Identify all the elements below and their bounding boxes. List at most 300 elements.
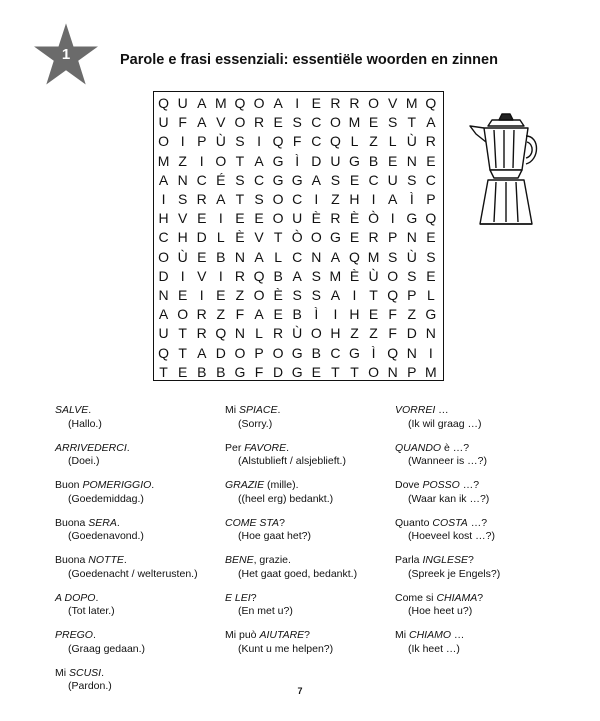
grid-letter: È <box>311 210 321 227</box>
grid-letter: G <box>291 171 303 188</box>
dutch-translation: (Goedemiddag.) <box>68 492 144 505</box>
grid-letter: C <box>311 114 322 131</box>
grid-row <box>154 363 443 382</box>
grid-letter: Ò <box>368 210 380 227</box>
grid-letter: A <box>330 248 341 265</box>
italian-phrase <box>55 404 225 418</box>
phrase-column-1 <box>55 404 225 704</box>
italian-phrase <box>395 554 565 568</box>
grid-letter: T <box>235 152 245 169</box>
grid-letter: E <box>254 210 264 227</box>
grid-letter: È <box>273 286 283 303</box>
grid-letter: Ò <box>291 229 303 246</box>
grid-row <box>154 113 443 132</box>
grid-letter: Q <box>387 286 399 303</box>
keyword: NOTTE <box>88 554 124 566</box>
grid-letter: R <box>330 95 341 112</box>
grid-letter: A <box>273 95 283 112</box>
moka-pot-icon <box>466 112 544 230</box>
grid-letter: Ù <box>406 133 417 150</box>
phrase-text: Mi può <box>225 629 260 641</box>
grid-letter: S <box>311 267 321 284</box>
grid-letter: E <box>368 114 379 131</box>
grid-letter: O <box>215 152 227 169</box>
grid-letter: S <box>235 133 245 150</box>
grid-letter: E <box>273 114 283 131</box>
phrase-text: è …? <box>441 441 470 454</box>
grid-letter: F <box>388 306 397 323</box>
grid-letter: I <box>218 267 223 284</box>
grid-letter: A <box>254 248 264 265</box>
grid-letter: O <box>329 114 341 131</box>
grid-row <box>154 171 443 190</box>
phrase-text: Parla <box>395 554 423 566</box>
grid-letter: T <box>273 229 283 246</box>
grid-letter: A <box>158 306 169 323</box>
phrase-text: Mi <box>55 666 69 679</box>
grid-letter: S <box>388 248 398 265</box>
grid-letter: P <box>407 286 417 303</box>
grid-letter: S <box>426 248 436 265</box>
grid-letter: N <box>177 171 188 188</box>
grid-letter: B <box>368 152 379 169</box>
keyword: POMERIGGIO <box>82 479 152 491</box>
grid-letter: A <box>197 95 207 112</box>
phrase-column-3 <box>395 404 565 667</box>
phrase-text: . <box>116 516 120 529</box>
grid-letter: O <box>234 344 246 361</box>
phrase-item <box>55 517 225 544</box>
italian-phrase <box>395 479 565 493</box>
dutch-translation: (Kunt u me helpen?) <box>238 642 334 655</box>
italian-phrase <box>225 629 395 643</box>
phrase-text: … <box>451 629 465 641</box>
grid-letter: I <box>218 210 223 227</box>
page-title: Parole e frasi essenziali: essentiële woorden en zinnen <box>120 52 498 68</box>
grid-letter: Q <box>387 344 399 361</box>
grid-letter: Ì <box>409 191 414 208</box>
phrase-text: , grazie. <box>253 554 291 566</box>
grid-letter: M <box>367 248 380 265</box>
grid-letter: M <box>348 114 361 131</box>
grid-letter: C <box>196 171 207 188</box>
grid-letter: E <box>197 210 207 227</box>
grid-letter: E <box>368 306 379 323</box>
grid-letter: E <box>235 210 245 227</box>
grid-letter: Z <box>407 306 417 323</box>
grid-letter: A <box>311 171 321 188</box>
grid-letter: G <box>329 229 341 246</box>
grid-letter: È <box>235 229 245 246</box>
phrase-item <box>225 554 395 581</box>
grid-letter: S <box>407 171 417 188</box>
dutch-translation: (Hoeveel kost …?) <box>408 530 495 542</box>
grid-letter: I <box>199 286 204 303</box>
grid-letter: I <box>314 191 319 208</box>
italian-phrase <box>55 442 225 456</box>
italian-phrase <box>395 404 565 418</box>
grid-letter: C <box>330 344 341 361</box>
grid-letter: M <box>425 363 437 380</box>
grid-letter: M <box>405 95 418 112</box>
grid-letter: C <box>292 248 303 265</box>
dutch-translation: (Spreek je Engels?) <box>408 567 501 580</box>
grid-letter: H <box>349 191 360 208</box>
phrase-text: ? <box>279 516 285 529</box>
grid-letter: Ì <box>314 306 319 323</box>
phrase-text: Per <box>225 441 245 454</box>
grid-letter: P <box>426 191 436 208</box>
grid-letter: L <box>426 286 435 303</box>
grid-letter: Z <box>350 325 359 342</box>
grid-letter: Z <box>235 286 245 303</box>
grid-letter: S <box>235 171 245 188</box>
dutch-translation: (Graag gedaan.) <box>68 642 146 655</box>
grid-letter: M <box>329 267 342 284</box>
phrase-text: . <box>286 441 290 454</box>
grid-letter: Ì <box>295 152 300 169</box>
grid-letter: Ù <box>177 248 188 265</box>
grid-letter: T <box>235 191 245 208</box>
grid-letter: G <box>349 152 360 169</box>
dutch-translation: (Doei.) <box>68 455 100 467</box>
grid-letter: A <box>254 152 264 169</box>
italian-phrase <box>395 629 565 643</box>
grid-letter: U <box>387 171 398 188</box>
grid-letter: E <box>349 171 360 188</box>
grid-letter: G <box>291 363 303 380</box>
grid-letter: C <box>158 229 169 246</box>
italian-phrase <box>55 592 225 606</box>
grid-letter: O <box>158 133 169 150</box>
grid-letter: T <box>350 363 359 380</box>
grid-letter: I <box>257 133 261 150</box>
italian-phrase <box>225 404 395 418</box>
grid-letter: U <box>177 95 188 112</box>
phrase-text: Buona <box>55 554 89 566</box>
grid-letter: F <box>235 306 245 323</box>
italian-phrase <box>395 442 565 456</box>
phrase-text: . <box>151 479 155 491</box>
grid-letter: Ù <box>368 267 379 284</box>
grid-letter: P <box>388 229 398 246</box>
grid-letter: L <box>274 248 282 265</box>
grid-letter: A <box>197 114 207 131</box>
grid-letter: T <box>178 325 187 342</box>
grid-letter: B <box>311 344 321 361</box>
grid-letter: P <box>407 363 417 380</box>
grid-letter: L <box>216 229 225 246</box>
phrase-text: Quanto <box>395 516 433 529</box>
grid-letter: S <box>330 171 341 188</box>
dutch-translation: (Sorry.) <box>238 417 273 430</box>
phrase-text: (mille). <box>264 479 299 491</box>
grid-letter: O <box>310 229 322 246</box>
phrase-text: Buon <box>55 479 83 491</box>
grid-letter: O <box>177 306 189 323</box>
grid-letter: B <box>273 267 283 284</box>
grid-letter: V <box>254 229 264 246</box>
grid-letter: N <box>406 152 417 169</box>
grid-letter: V <box>216 114 226 131</box>
grid-letter: E <box>349 229 360 246</box>
grid-row <box>154 343 443 362</box>
grid-letter: N <box>234 325 245 342</box>
grid-letter: Q <box>215 325 227 342</box>
grid-letter: G <box>291 344 303 361</box>
phrase-item <box>55 554 225 581</box>
page-number: 7 <box>297 686 303 696</box>
grid-letter: D <box>311 152 322 169</box>
grid-row <box>154 132 443 151</box>
grid-letter: S <box>407 267 417 284</box>
phrase-item <box>225 479 395 506</box>
grid-row <box>154 286 443 305</box>
keyword: INGLESE <box>422 554 468 566</box>
grid-letter: U <box>330 152 341 169</box>
grid-letter: S <box>177 191 188 208</box>
grid-letter: Q <box>158 95 169 112</box>
grid-letter: C <box>311 133 322 150</box>
grid-letter: N <box>406 229 417 246</box>
phrase-text: … <box>435 404 449 416</box>
grid-letter: O <box>234 114 246 131</box>
grid-row <box>154 190 443 209</box>
grid-letter: Q <box>253 267 265 284</box>
grid-letter: O <box>310 325 322 342</box>
phrase-text: …? <box>467 516 488 529</box>
grid-letter: G <box>406 210 418 227</box>
dutch-translation: (Hoe gaat het?) <box>238 530 311 542</box>
keyword: FAVORE <box>244 441 287 454</box>
grid-letter: D <box>406 325 417 342</box>
italian-phrase <box>225 592 395 606</box>
grid-letter: A <box>158 171 169 188</box>
grid-letter: G <box>272 152 284 169</box>
grid-row <box>154 267 443 286</box>
italian-phrase <box>55 554 225 568</box>
grid-letter: F <box>178 114 187 131</box>
phrase-item <box>225 442 395 469</box>
phrase-item <box>395 517 565 544</box>
italian-phrase <box>55 667 225 681</box>
phrase-column-2 <box>225 404 395 667</box>
dutch-translation: (Goedenavond.) <box>68 530 144 542</box>
italian-phrase <box>225 517 395 531</box>
grid-letter: T <box>369 286 378 303</box>
grid-letter: Z <box>369 325 378 342</box>
grid-letter: H <box>349 306 360 323</box>
dutch-translation: (Goedenacht / welterusten.) <box>68 567 198 580</box>
phrase-text: Come si <box>395 591 437 604</box>
grid-letter: Q <box>425 210 437 227</box>
grid-letter: G <box>349 344 360 361</box>
grid-letter: R <box>253 114 265 131</box>
grid-letter: O <box>272 210 284 227</box>
phrase-text: ? <box>467 554 474 566</box>
phrase-text: . <box>277 404 281 416</box>
phrase-item <box>395 404 565 431</box>
grid-letter: C <box>253 171 265 188</box>
phrase-item <box>395 592 565 619</box>
grid-letter: N <box>158 286 169 303</box>
grid-letter: A <box>216 191 226 208</box>
grid-letter: R <box>196 191 207 208</box>
grid-letter: O <box>253 95 265 112</box>
grid-letter: T <box>159 363 168 380</box>
grid-letter: T <box>407 114 417 131</box>
phrase-text: ? <box>477 591 484 604</box>
grid-letter: Ù <box>406 248 417 265</box>
grid-letter: E <box>273 306 283 323</box>
grid-letter: N <box>311 248 322 265</box>
grid-letter: B <box>197 363 207 380</box>
grid-letter: E <box>426 229 436 246</box>
grid-letter: V <box>177 210 188 227</box>
italian-phrase <box>55 517 225 531</box>
phrase-text: Buona <box>55 516 89 529</box>
phrase-text: . <box>92 629 96 641</box>
grid-letter: Z <box>216 306 226 323</box>
grid-row <box>154 209 443 228</box>
phrase-item <box>55 592 225 619</box>
grid-letter: Ù <box>215 133 226 150</box>
grid-letter: A <box>426 114 436 131</box>
grid-letter: R <box>330 210 341 227</box>
keyword: QUANDO <box>395 441 442 454</box>
dutch-translation: (Ik wil graag …) <box>408 417 482 430</box>
dutch-translation: (Alstublieft / alsjeblieft.) <box>238 455 346 467</box>
grid-letter: U <box>292 210 303 227</box>
grid-letter: N <box>387 363 398 380</box>
grid-letter: E <box>426 267 436 284</box>
grid-letter: B <box>216 248 226 265</box>
grid-letter: D <box>158 267 169 284</box>
keyword: BENE <box>225 554 254 566</box>
phrase-text: ? <box>250 591 257 604</box>
grid-letter: A <box>197 344 207 361</box>
grid-row <box>154 152 443 171</box>
grid-letter: E <box>216 286 226 303</box>
keyword: GRAZIE <box>225 479 265 491</box>
grid-letter: Q <box>349 248 360 265</box>
phrase-item <box>55 404 225 431</box>
grid-letter: L <box>388 133 397 150</box>
grid-letter: E <box>197 248 207 265</box>
grid-letter: Q <box>272 133 284 150</box>
grid-letter: F <box>292 133 302 150</box>
italian-phrase <box>395 517 565 531</box>
grid-letter: E <box>426 152 436 169</box>
grid-letter: I <box>390 210 395 227</box>
phrase-item <box>225 517 395 544</box>
grid-letter: F <box>254 363 264 380</box>
phrase-item <box>55 442 225 469</box>
keyword: COME STA <box>225 516 280 529</box>
grid-letter: S <box>292 114 302 131</box>
grid-letter: E <box>388 152 398 169</box>
grid-letter: I <box>371 191 376 208</box>
phrase-item <box>395 629 565 656</box>
grid-row <box>154 305 443 324</box>
grid-letter: A <box>254 306 264 323</box>
grid-letter: Q <box>425 95 437 112</box>
grid-letter: D <box>196 229 207 246</box>
dutch-translation: ((heel erg) bedankt.) <box>238 492 334 505</box>
grid-letter: Z <box>369 133 378 150</box>
phrase-item <box>225 404 395 431</box>
grid-letter: V <box>388 95 398 112</box>
dutch-translation: (Hoe heet u?) <box>408 605 473 617</box>
dutch-translation: (Het gaat goed, bedankt.) <box>238 567 358 580</box>
grid-letter: Q <box>158 344 169 361</box>
grid-letter: R <box>425 133 436 150</box>
keyword: POSSO <box>422 479 460 491</box>
grid-letter: S <box>254 191 264 208</box>
phrase-text: ? <box>304 629 311 641</box>
grid-letter: U <box>158 114 169 131</box>
keyword: E LEI <box>225 591 251 604</box>
dutch-translation: (Hallo.) <box>68 417 102 430</box>
grid-letter: I <box>180 133 185 150</box>
grid-letter: O <box>368 95 380 112</box>
grid-letter: C <box>368 171 379 188</box>
grid-letter: Ù <box>292 325 303 342</box>
grid-letter: P <box>197 133 207 150</box>
grid-letter: D <box>273 363 284 380</box>
grid-letter: E <box>311 363 321 380</box>
grid-letter: C <box>292 191 303 208</box>
grid-letter: H <box>158 210 169 227</box>
grid-letter: È <box>349 210 360 227</box>
italian-phrase <box>225 479 395 493</box>
grid-letter: E <box>311 95 321 112</box>
grid-letter: O <box>387 267 399 284</box>
italian-phrase <box>55 629 225 643</box>
grid-letter: H <box>330 325 341 342</box>
grid-letter: N <box>425 325 436 342</box>
word-search-grid <box>153 91 444 381</box>
grid-letter: R <box>234 267 245 284</box>
grid-letter: U <box>158 325 169 342</box>
dutch-translation: (Ik heet …) <box>408 642 460 655</box>
grid-letter: G <box>234 363 246 380</box>
grid-letter: I <box>295 95 300 112</box>
grid-letter: O <box>368 363 380 380</box>
phrase-text: Mi <box>395 629 409 641</box>
grid-letter: D <box>215 344 226 361</box>
phrase-text: Dove <box>395 479 423 491</box>
phrase-text: . <box>126 441 130 454</box>
grid-letter: L <box>255 325 263 342</box>
italian-phrase <box>55 479 225 493</box>
grid-row <box>154 94 443 113</box>
grid-letter: Z <box>178 152 187 169</box>
dutch-translation: (Wanneer is …?) <box>408 455 487 467</box>
grid-letter: Z <box>331 191 340 208</box>
phrase-item <box>395 479 565 506</box>
phrase-text: …? <box>459 479 480 491</box>
grid-letter: I <box>428 344 433 361</box>
grid-letter: M <box>214 95 227 112</box>
keyword: VORREI <box>395 404 436 416</box>
keyword: A DOPO <box>55 591 96 604</box>
grid-letter: G <box>272 171 284 188</box>
grid-letter: R <box>273 325 284 342</box>
grid-letter: O <box>272 191 284 208</box>
grid-letter: H <box>177 229 188 246</box>
phrase-text: . <box>123 554 127 566</box>
